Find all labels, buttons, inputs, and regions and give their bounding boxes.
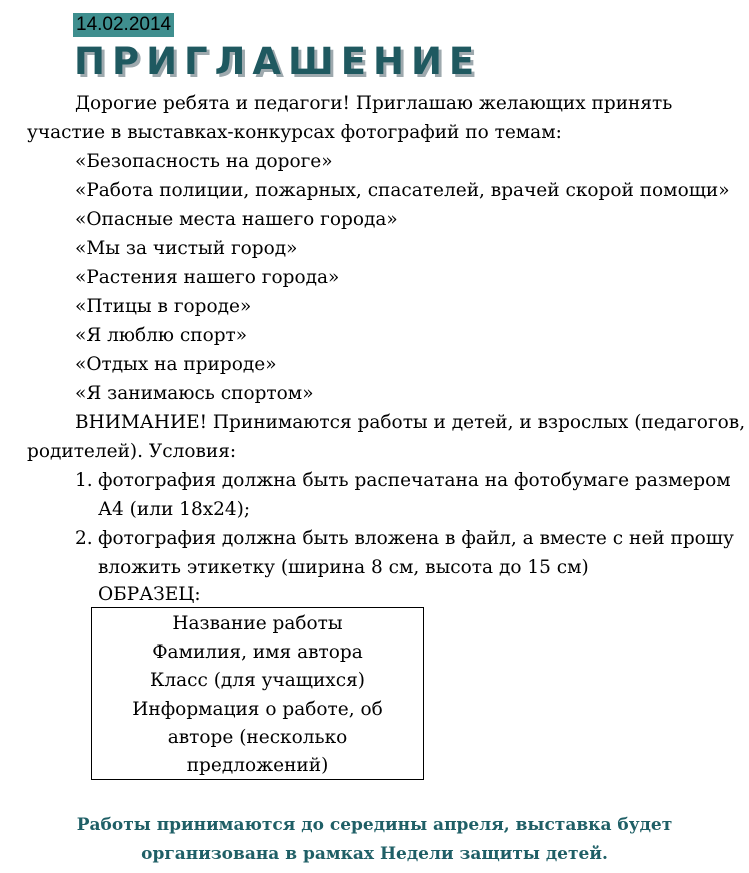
- topic-item: «Я люблю спорт»: [75, 325, 248, 346]
- footer-line-2: организована в рамках Недели защиты детей.: [141, 844, 608, 864]
- intro-line-1: Дорогие ребята и педагоги! Приглашаю желающих принять: [75, 93, 673, 114]
- page-title: ПРИГЛАШЕНИЕ: [74, 40, 482, 83]
- topic-item: «Я занимаюсь спортом»: [75, 383, 314, 404]
- attention-line-1: ВНИМАНИЕ! Принимаются работы и детей, и взрослых (педагогов,: [75, 412, 746, 433]
- condition-text-line: фотография должна быть вложена в файл, а вместе с ней прошу: [98, 528, 734, 549]
- condition-number: 1.: [75, 470, 93, 491]
- topic-item: «Отдых на природе»: [75, 354, 277, 375]
- sample-line: Информация о работе, об: [132, 699, 383, 720]
- topic-item: «Птицы в городе»: [75, 296, 252, 317]
- date-label: 14.02.2014: [73, 13, 174, 37]
- sample-line: Класс (для учащихся): [150, 670, 365, 691]
- condition-text-line: фотография должна быть распечатана на фотобумаге размером: [98, 470, 731, 491]
- topic-item: «Работа полиции, пожарных, спасателей, врачей скорой помощи»: [75, 180, 730, 201]
- sample-line: авторе (несколько: [167, 727, 348, 748]
- topic-item: «Безопасность на дороге»: [75, 151, 333, 172]
- sample-line: предложений): [186, 755, 329, 776]
- condition-text-line: А4 (или 18х24);: [98, 499, 251, 520]
- intro-line-2: участие в выставках-конкурсах фотографий по темам:: [27, 122, 562, 143]
- condition-text-line: вложить этикетку (ширина 8 см, высота до 15 см): [98, 557, 589, 578]
- topic-item: «Опасные места нашего города»: [75, 209, 398, 230]
- sample-line: Название работы: [172, 613, 343, 634]
- topic-item: «Мы за чистый город»: [75, 238, 298, 259]
- sample-heading: ОБРАЗЕЦ:: [98, 584, 201, 605]
- condition-number: 2.: [75, 528, 93, 549]
- sample-label-box: [91, 607, 424, 780]
- attention-line-2: родителей). Условия:: [27, 441, 237, 462]
- footer-line-1: Работы принимаются до середины апреля, выставка будет: [76, 815, 673, 835]
- sample-line: Фамилия, имя автора: [152, 642, 363, 663]
- topic-item: «Растения нашего города»: [75, 267, 340, 288]
